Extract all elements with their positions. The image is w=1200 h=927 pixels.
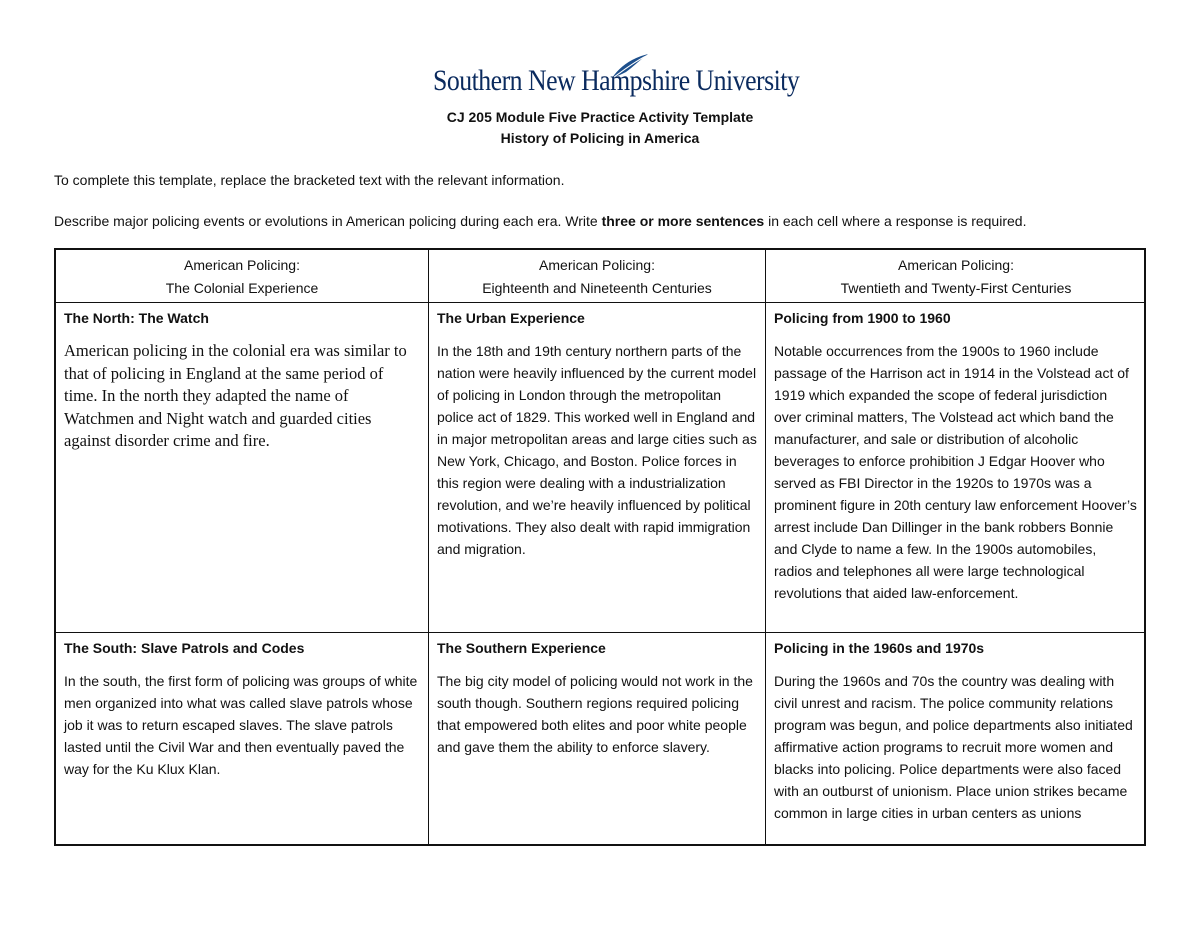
cell-heading: Policing in the 1960s and 1970s [774,640,985,656]
cell-heading: The Urban Experience [437,310,585,326]
instruction-text-end: in each cell where a response is required. [764,213,1027,229]
cell-body: Notable occurrences from the 1900s to 1960 include passage of the Harrison act in 1914 in the Volstead act of 1919 which expanded the scope of federal jurisdiction over criminal matters, The Volstead act which band the manufacturer, and sale or distribution of alcoholic beverages to enforce prohibition J Edgar Hoover who served as FBI Director in the 1920s to 1970s was a prominent figure in 20th century law enforcement Hoover’s arrest include Dan Dillinger in the bank robbers Bonnie and Clyde to name a few. In the 1900s automobiles, radios and telephones all were large technological revolutions that aided law-enforcement. [774,343,1137,601]
cell-heading: The Southern Experience [437,640,606,656]
logo-text: Southern New Hampshire University [433,64,800,97]
cell-body: The big city model of policing would not work in the south though. Southern regions required policing that empowered both elites and poor white people and gave them the ability to enforce slavery. [437,673,753,755]
cell-heading: The North: The Watch [64,310,209,326]
cell-body: In the 18th and 19th century northern parts of the nation were heavily influenced by the current model of policing in London through the metropolitan police act of 1829. This worked well in England and in major metropolitan areas and large cities such as New York, Chicago, and Boston. Police forces in this region were dealing with a industrialization revolution, and we’re heavily influenced by political motivations. They also dealt with rapid immigration and migration. [437,343,757,557]
column-header-era: Eighteenth and Nineteenth Centuries [482,280,712,296]
cell-heading: Policing from 1900 to 1960 [774,310,951,326]
document-title: CJ 205 Module Five Practice Activity Template [446,109,754,125]
cell-southern-experience [429,637,765,844]
cell-policing-1900-1960 [766,307,1146,631]
column-header-20th-21st [766,254,1146,300]
cell-body: During the 1960s and 70s the country was dealing with civil unrest and racism. The police community relations program was begun, and police departments also initiated affirmative action programs to recruit more women and blacks into policing. Police departments were also faced with an outburst of unionism. Place union strikes became common in large cities in urban centers as unions [774,673,1133,821]
cell-body: American policing in the colonial era was similar to that of policing in England at the same period of time. In the north they adapted the name of Watchmen and Night watch and guarded cities against disorder crime and fire. [64,341,407,450]
cell-policing-1960s-1970s [766,637,1146,844]
instruction-text: Describe major policing events or evolutions in American policing during each era. Write [54,213,602,229]
column-header-line: American Policing: [184,257,300,273]
column-header-18th-19th [429,254,765,300]
row-divider [56,632,1144,633]
column-header-era: Twentieth and Twenty-First Centuries [840,280,1072,296]
instruction-line-2 [54,212,1026,230]
cell-heading: The South: Slave Patrols and Codes [64,640,305,656]
column-header-colonial [56,254,428,300]
document-subtitle: History of Policing in America [500,130,700,146]
column-header-line: American Policing: [898,257,1014,273]
column-header-era: The Colonial Experience [165,280,319,296]
cell-south-slave-patrols [56,637,428,844]
column-header-line: American Policing: [539,257,655,273]
row-divider [56,302,1144,303]
cell-north-watch [56,307,428,631]
instruction-line-1: To complete this template, replace the bracketed text with the relevant information. [54,172,565,188]
policing-history-table [54,248,1146,846]
cell-urban-experience [429,307,765,631]
cell-body: In the south, the first form of policing was groups of white men organized into what was called slave patrols whose job it was to return escaped slaves. The slave patrols lasted until the Civil War and then eventually paved the way for the Ku Klux Klan. [64,673,418,777]
instruction-emphasis: three or more sentences [601,213,765,229]
university-logo [430,52,800,102]
document-titles [0,107,1200,149]
